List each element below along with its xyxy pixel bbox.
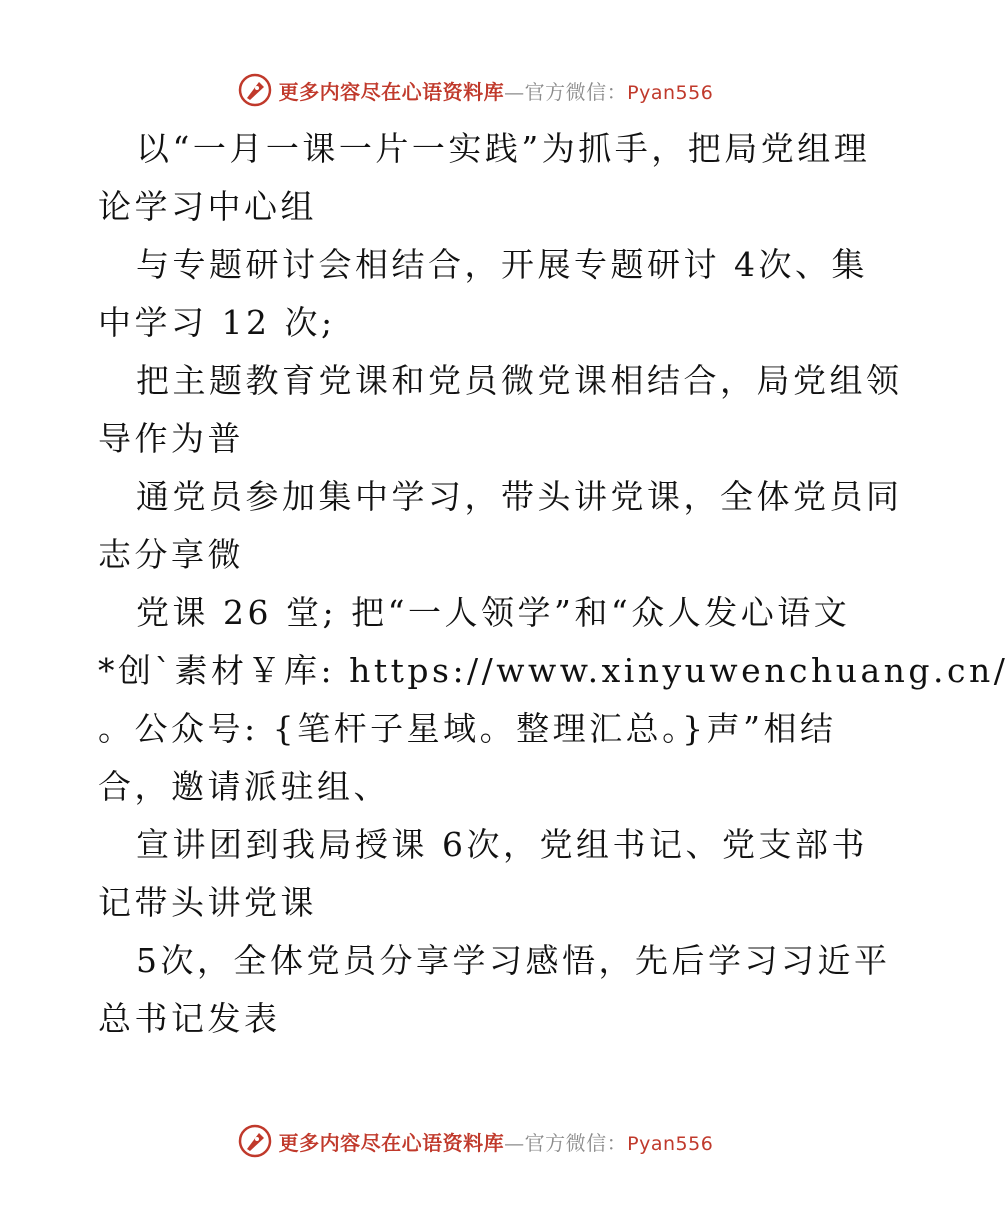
header-watermark <box>0 70 950 110</box>
watermark-id: Pyan556 <box>627 81 714 104</box>
watermark-brand: 更多内容尽在心语资料库 <box>278 1130 505 1155</box>
body-line: 5次，全体党员分享学习感悟，先后学习习近平 <box>136 941 891 980</box>
document-body <box>98 120 1008 1048</box>
body-line: 论学习中心组 <box>98 187 317 226</box>
body-line: 记带头讲党课 <box>98 883 317 922</box>
watermark-brand: 更多内容尽在心语资料库 <box>278 79 505 104</box>
watermark-separator: — <box>504 1130 525 1155</box>
body-line: 合，邀请派驻组、 <box>98 767 390 806</box>
body-line: *创`素材￥库: https://www.xinyuwenchuang.cn/ <box>98 651 1008 690</box>
footer-watermark <box>0 1121 950 1161</box>
body-line: 宣讲团到我局授课 6次，党组书记、党支部书 <box>136 825 868 864</box>
pen-nib-seal-icon <box>237 1123 273 1159</box>
body-line: 与专题研讨会相结合，开展专题研讨 4次、集 <box>136 245 868 284</box>
pen-nib-seal-icon <box>237 72 273 108</box>
body-line: 。公众号: {笔杆子星域。整理汇总。}声”相结 <box>98 709 837 748</box>
watermark-label: 官方微信： <box>524 79 628 104</box>
body-line: 通党员参加集中学习，带头讲党课，全体党员同 <box>136 477 903 516</box>
watermark-id: Pyan556 <box>627 1132 714 1155</box>
body-line: 中学习 12 次; <box>98 303 336 342</box>
body-line: 导作为普 <box>98 419 244 458</box>
body-line: 以“一月一课一片一实践”为抓手，把局党组理 <box>136 129 871 168</box>
body-line: 志分享微 <box>98 535 244 574</box>
body-line: 党课 26 堂; 把“一人领学”和“众人发心语文 <box>136 593 851 632</box>
body-line: 总书记发表 <box>98 999 281 1038</box>
body-line: 把主题教育党课和党员微党课相结合，局党组领 <box>136 361 903 400</box>
watermark-label: 官方微信： <box>524 1130 628 1155</box>
watermark-separator: — <box>504 79 525 104</box>
